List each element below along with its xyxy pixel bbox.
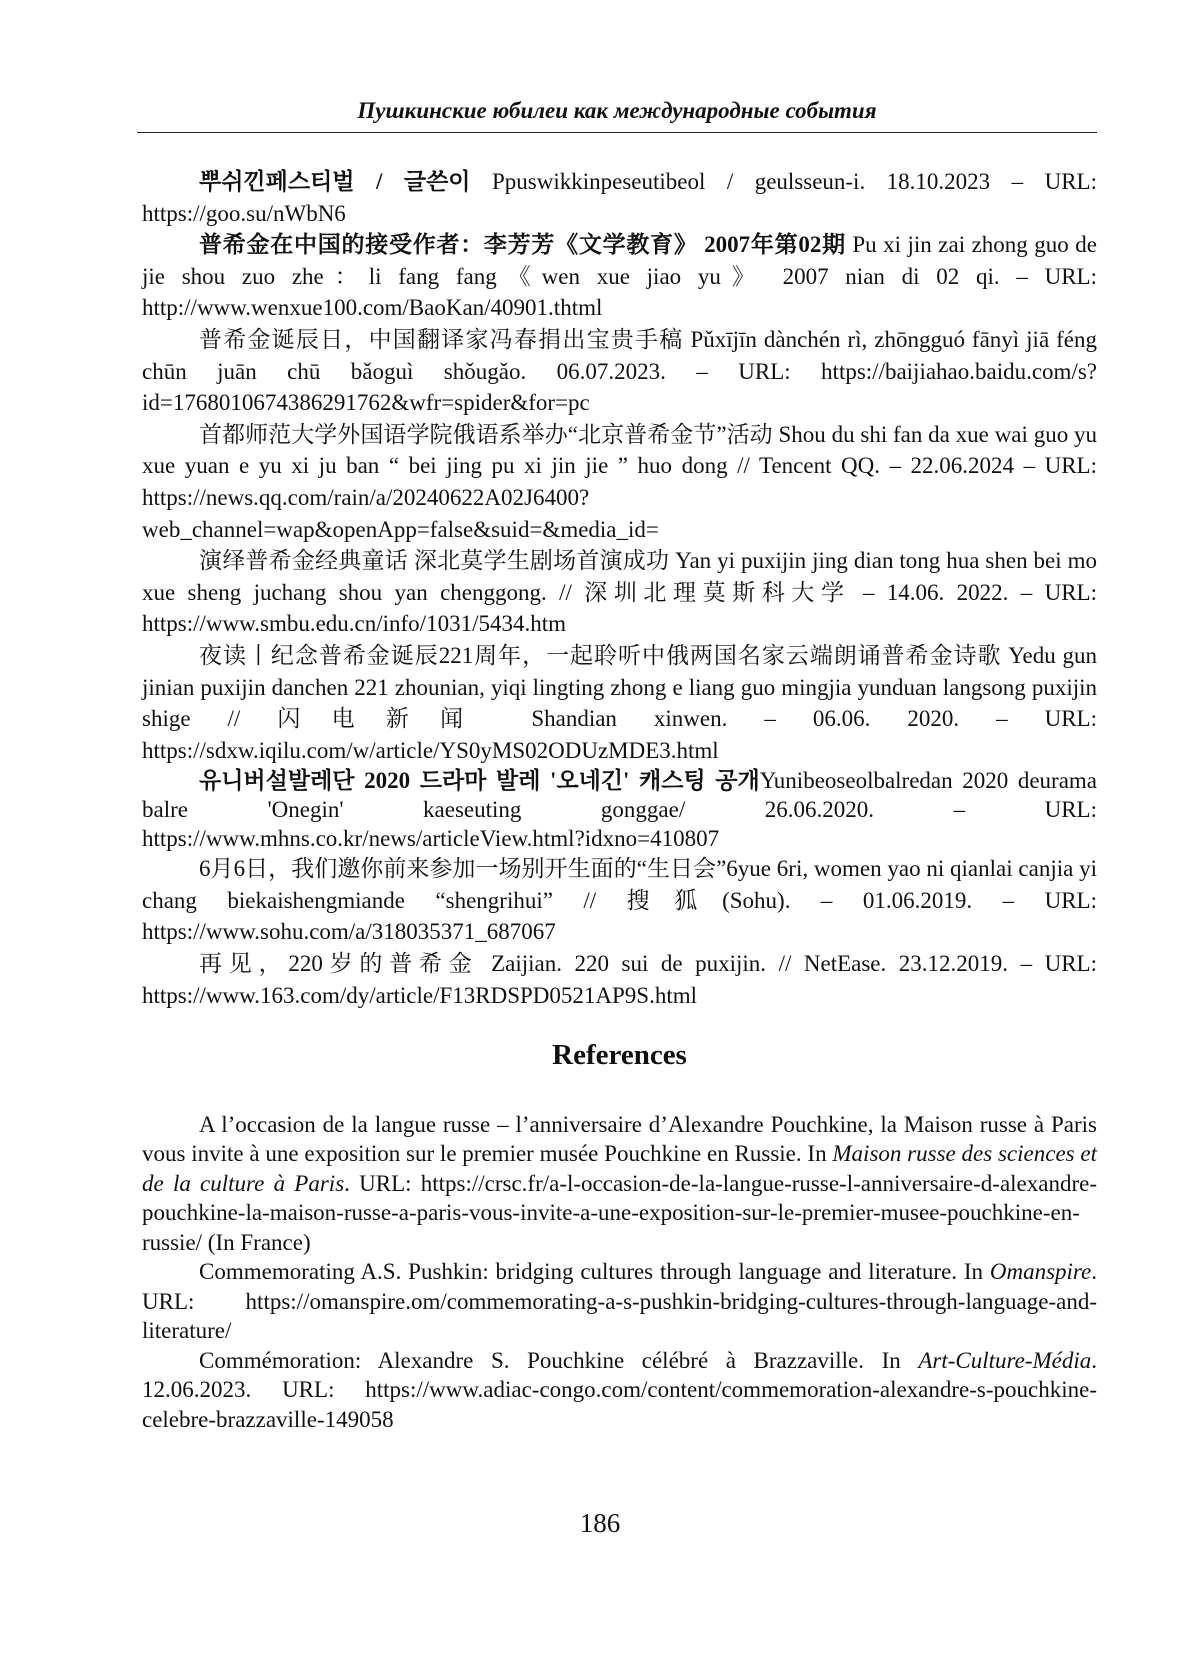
source-lead: 유니버설발레단 2020 드라마 발레 '오네긴' 캐스팅 공개 [199,768,760,794]
source-entry [142,166,1097,229]
source-entry [142,324,1097,419]
reference-text: . URL: https://omanspire.om/commemorating-a-s-pushkin-bridging-cultures-through-language-and-literature/ [142,1259,1097,1344]
source-text: Ppuswikkinpeseutibeol / geulsseun-i. 18.10.2023 – URL: https://goo.su/nWbN6 [142,169,1097,226]
reference-text: . URL: https://crsc.fr/a-l-occasion-de-la-langue-russe-l-anniversaire-d-alexandre-pouchkine-la-maison-russe-a-paris-vous-invite-a-une-exposition-sur-le-premier-musee-pouchkine-en-russie/ (In France) [142,1170,1097,1255]
source-text: 演绎普希金经典童话 深北莫学生剧场首演成功 Yan yi puxijin jing dian tong hua shen bei mo xue sheng juchang shou yan chenggong. // 深圳北理莫斯科大学 – 14.06. 2022. – URL: https://www.smbu.edu.cn/info/1031/5434.htm [142,548,1097,637]
source-text: 首都师范大学外国语学院俄语系举办“北京普希金节”活动 Shou du shi fan da xue wai guo yu xue yuan e yu xi ju ban “ bei jing pu xi jin jie ” huo dong // Tencent QQ. – 22.06.2024 – URL: https://news.qq.com/rain/a/20240622A02J6400?web_channel=wap&openApp=false&suid=&media_id= [142,421,1097,542]
source-entry [142,419,1097,545]
reference-entry [142,1346,1097,1435]
reference-text: A l’occasion de la langue russe – l’anniversaire d’Alexandre Pouchkine, la Maison russe à Paris vous invite à une exposition sur le premier musée Pouchkine en Russie. In [142,1111,1097,1167]
source-entry [142,766,1097,853]
source-text: Pu xi jin zai zhong guo de jie shou zuo zhe：li fang fang《wen xue jiao yu》 2007 nian di 02 qi. – URL: http://www.wenxue100.com/BaoKan/40901.thtml [142,232,1098,321]
running-header: Пушкинские юбилеи как международные события [357,98,877,123]
source-text: Yunibeoseolbalredan 2020 deurama balre 'Onegin' kaeseuting gonggae/ 26.06.2020. – URL: https://www.mhns.co.kr/news/articleView.html?idxno=410807 [142,768,1098,852]
source-text: 6月6日，我们邀你前来参加一场别开生面的“生日会”6yue 6ri, women yao ni qianlai canjia yi chang biekaishengmiande “shengrihui” // 搜狐(Sohu). – 01.06.2019. – URL: https://www.sohu.com/a/318035371_687067 [142,856,1097,945]
source-entry [142,229,1097,324]
source-text: 再见，220岁的普希金 Zaijian. 220 sui de puxijin. // NetEase. 23.12.2019. – URL: https://www.163.com/dy/article/F13RDSPD0521AP9S.html [142,951,1097,1008]
reference-text: . 12.06.2023. URL: https://www.adiac-congo.com/content/commemoration-alexandre-s-pouchkine-celebre-brazzaville-149058 [142,1347,1097,1432]
references-list [142,1110,1097,1435]
references-heading: References [552,1039,687,1072]
page-number: 186 [579,1508,621,1538]
reference-text: Commemorating A.S. Pushkin: bridging cultures through language and literature. In [199,1259,990,1285]
reference-entry [142,1257,1097,1346]
reference-source-title: Maison russe des sciences et de la culture à Paris [142,1141,1097,1196]
source-lead: 普希金在中国的接受作者：李芳芳《文学教育》 2007年第02期 [199,232,846,258]
source-entry [142,948,1097,1011]
reference-source-title: Omanspire [989,1259,1092,1285]
source-entry [142,640,1097,766]
source-lead: 뿌쉬낀페스티벌 / 글쓴이 [199,169,471,194]
reference-text: Commémoration: Alexandre S. Pouchkine célébré à Brazzaville. In [199,1347,919,1373]
reference-entry [142,1110,1097,1258]
reference-source-title: Art-Culture-Média [918,1347,1092,1373]
page-body [142,166,1097,1434]
source-entry [142,853,1097,948]
header-divider [137,132,1097,133]
source-list [142,166,1097,1011]
source-entry [142,545,1097,640]
source-text: 夜读丨纪念普希金诞辰221周年，一起聆听中俄两国名家云端朗诵普希金诗歌 Yedu gun jinian puxijin danchen 221 zhounian, yiqi lingting zhong e liang guo mingjia yunduan langsong puxijin shige // 闪电新闻 Shandian xinwen. – 06.06. 2020. – URL: https://sdxw.iqilu.com/w/article/YS0yMS02ODUzMDE3.html [142,642,1097,763]
source-text: 普希金诞辰日，中国翻译家冯春捐出宝贵手稿 Pǔxījīn dànchén rì, zhōngguó fānyì jiā féng chūn juān chū bǎoguì shǒugǎo. 06.07.2023. – URL: https://baijiahao.baidu.com/s?id=1768010674386291762&wfr=spider&for=pc [142,326,1097,416]
